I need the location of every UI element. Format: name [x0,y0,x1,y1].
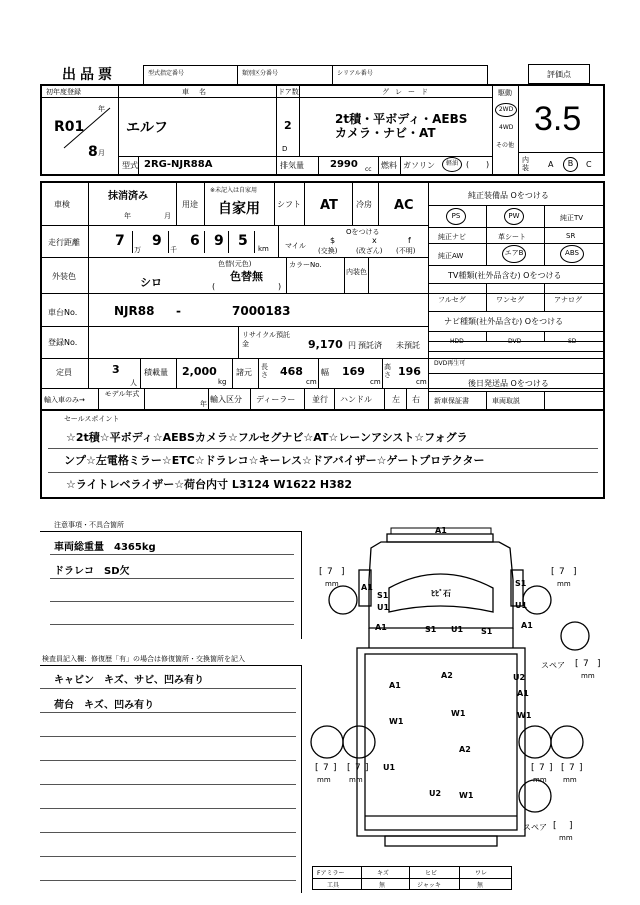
capacity-label: 定員 [56,368,72,377]
model-label: 型式 [122,161,138,170]
cargo-inner [365,654,517,830]
code-a1-b: A1 [361,583,373,592]
code-u1-d: U1 [383,763,396,772]
spare-bottom-close: ] [569,821,573,831]
legend-h1: Fアミラー [317,870,345,877]
wheel-rear-right-outer [551,726,583,758]
notes-section [40,520,302,640]
capacity-value: 3 [112,363,120,376]
model-value: 2RG-NJR88A [144,159,213,170]
recycle-unit: 円 [348,341,356,350]
dims-label: 諸元 [236,368,252,377]
grade-label: グレード [382,88,434,96]
code-u2-a: U2 [513,673,526,682]
after-manual: 車両取説 [492,397,520,405]
code-a1-top: A1 [435,526,447,535]
rear-bumper [385,836,497,846]
width-label: 幅 [321,368,329,377]
code-a2-a: A2 [441,671,453,680]
inspector-line1: キャビン キズ、サビ、凹み有り [54,675,204,686]
chassis-dash: - [176,304,181,318]
color-value: シロ [140,276,162,289]
drive-other: その他 [496,142,515,149]
first-reg-slash [62,106,112,150]
legend-v3: ジャッキ [417,882,441,889]
wheel-spare-top [561,622,589,650]
height-label: 高さ [384,363,391,379]
inspection-year: 年 [124,212,131,220]
form-title: 出品票 [62,67,116,83]
inspector-section [40,654,302,894]
sales-label: セールスポイント [64,415,120,423]
circle-note: Oをつける [346,228,380,236]
mileage-f: f [408,236,411,245]
handle-left: 左 [392,395,400,404]
sales-line1: ☆2t積☆平ボディ☆AEBSカメラ☆フルセグナビ☆AT☆レーンアシスト☆フォグラ [66,431,468,444]
sales-point-box [40,411,605,499]
equip-tv: 純正TV [560,214,584,222]
recycle-unpaid: 未預託 [396,341,420,350]
score-header [528,64,590,84]
equip-abs: ABS [560,245,584,263]
reg-label: 登録No. [48,338,78,347]
interior-color-label: 内装色 [346,268,367,276]
shift-value: AT [320,198,338,213]
tv-analog: アナログ [554,296,582,304]
dvd-playback: DVD再生可 [434,360,466,367]
inspection-month: 月 [164,212,171,220]
spare-top-close: ] [597,659,601,669]
color-swap-value: 色替無 [230,270,263,283]
wheel-rear-right-inner [519,726,551,758]
recycle-value: 9,170 [308,338,343,351]
type-cert-label: 型式指定番号 [148,70,185,77]
length-value: 468 [280,365,303,378]
code-w1-d: W1 [459,791,474,800]
equipment-panel [428,183,603,409]
equip-leather: 革シート [498,233,526,241]
tire-rli-mm: mm [349,776,363,784]
mileage-digit-2: 9 [152,233,162,249]
tire-rl-value: 7 [323,763,329,773]
interior-grade-b: B [563,157,578,172]
mileage-x: x [372,236,377,245]
chassis-number: 7000183 [232,304,291,318]
mileage-swap: (交換) [318,247,338,255]
import-label: 輸入車のみ→ [44,396,85,404]
height-cm: cm [416,378,427,386]
vehicle-basic-box [40,84,605,176]
first-reg-month: 8 [88,144,98,160]
spare-top-value: 7 [583,659,589,669]
usage-label: 用途 [182,200,198,209]
code-a1-f: A1 [517,689,529,698]
width-cm: cm [370,378,381,386]
grade-line1: 2t積・平ボディ・AEBS [335,112,468,126]
wheel-spare-bottom [519,780,551,812]
tire-fl-close: ] [341,567,345,577]
spare-top-open: [ [575,659,579,669]
navi-dvd: DVD [508,338,522,345]
navi-sd: SD [568,338,577,345]
tire-rri-close: ] [549,763,553,773]
mileage-altered: (改ざん) [356,247,383,255]
legend-table [312,866,512,890]
mileage-digits [102,229,272,255]
equip-navi: 純正ナビ [438,233,466,241]
tire-rl-close: ] [333,763,337,773]
tire-rri-mm: mm [533,776,547,784]
capacity-unit: 人 [130,379,137,387]
equipment-title: 純正装備品 Oをつける [468,191,549,200]
navi-hdd: HDD [450,338,464,345]
fuel-diesel: 軽油 [442,157,462,172]
tire-rri-value: 7 [539,763,545,773]
header-fields [143,65,488,85]
mileage-unknown: (不明) [396,247,416,255]
doors-suffix: D [282,145,288,153]
spare-bottom-open: [ [553,821,557,831]
handle-right: 右 [412,395,420,404]
equip-ps: PS [446,208,466,225]
inspection-label: 車検 [54,200,70,209]
code-s1-b: S1 [515,579,527,588]
code-a2-b: A2 [459,745,471,754]
sales-line3: ☆ライトレベライザー☆荷台内寸 L3124 W1622 H382 [66,478,353,491]
tire-fr-value: 7 [559,567,565,577]
import-dealer: ディーラー [256,395,296,404]
length-cm: cm [306,378,317,386]
fuel-label: 燃料 [381,161,397,170]
recycle-label: リサイクル預託金 [242,331,291,348]
after-warranty: 新車保証書 [434,397,469,405]
serial-label: シリアル番号 [337,70,373,77]
color-no-label: カラーNo. [289,261,322,269]
fuel-paren-close: ) [486,160,490,169]
legend-h2: キズ [377,870,389,877]
legend-v2: 無 [379,882,386,889]
import-parallel: 並行 [312,395,328,404]
code-a1-c: A1 [375,623,387,632]
legend-v1: 工具 [327,882,340,889]
equip-airbag: エアB [502,245,526,263]
year-small: 年 [98,105,105,113]
fuel-gas: ガソリン [403,161,435,170]
fuel-paren-open: ( [466,160,470,169]
first-reg-label: 初年度登録 [46,88,81,96]
aircon-label: 冷房 [356,200,372,209]
tire-fl-mm: mm [325,580,339,588]
tire-rr-value: 7 [569,763,575,773]
width-value: 169 [342,365,365,378]
vehicle-detail-box [40,181,605,411]
wheel-front-right [523,586,551,614]
code-a1-d: A1 [521,621,533,630]
tire-rli-value: 7 [355,763,361,773]
tire-rr-close: ] [579,763,583,773]
notes-line1: 車両総重量 4365kg [54,542,156,553]
mileage-digit-3: 6 [190,233,200,249]
wheel-front-left [329,586,357,614]
interior-grade-c: C [586,160,592,169]
tire-rl-mm: mm [317,776,331,784]
load-label: 積載量 [144,368,168,377]
cab-outline [369,542,513,628]
height-value: 196 [398,365,421,378]
vehicle-diagram [305,520,615,865]
equip-sr: SR [566,232,576,240]
interior-label: 内装 [522,156,529,172]
score-value: 3.5 [534,100,582,138]
inspection-value: 抹消済み [108,191,148,202]
code-u1-c: U1 [451,625,464,634]
code-w1-c: W1 [517,711,532,720]
color-paren-close: ) [278,282,282,291]
grade-line2: カメラ・ナビ・AT [335,126,436,140]
tire-fr-open: [ [551,567,555,577]
tire-rl-open: [ [315,763,319,773]
mileage-label: 走行距離 [48,238,80,247]
color-paren-open: ( [212,282,216,291]
notes-line2: ドラレコ SD欠 [54,566,130,577]
recycle-paid: 預託済 [358,341,382,350]
mileage-digit-1: 7 [115,233,125,249]
doors-label: ドア数 [278,88,299,96]
mileage-km: km [258,245,269,253]
mileage-man: 万 [134,246,141,254]
color-number-label: 色替(元色) [218,260,252,268]
wheel-rear-left-inner [343,726,375,758]
after-title: 後日発送品 Oをつける [468,379,549,388]
shift-label: シフト [277,200,301,209]
import-year: 年 [200,400,207,408]
mileage-digit-5: 5 [238,233,248,249]
tire-rr-mm: mm [563,776,577,784]
tire-fr-close: ] [573,567,577,577]
usage-value: 自家用 [218,201,260,217]
spare-top-mm: mm [581,672,595,680]
load-unit: kg [218,378,227,386]
legend-v4: 無 [477,882,484,889]
code-s1-c: S1 [425,625,437,634]
car-name: エルフ [126,120,168,136]
tv-oneseg: ワンセグ [496,296,524,304]
tire-fl-open: [ [319,567,323,577]
tire-rr-open: [ [561,763,565,773]
inspector-line2: 荷台 キズ、凹み有り [54,700,155,711]
mileage-dollar: $ [330,236,336,245]
code-u2-b: U2 [429,789,442,798]
doors-value: 2 [284,119,292,132]
drive-label: 駆動 [498,89,512,97]
notes-label: 注意事項・不具合箇所 [54,521,124,529]
displacement-label: 排気量 [280,161,304,170]
code-u1-b: U1 [515,601,528,610]
model-year-label: モデル年式 [104,390,140,398]
equip-aw: 純正AW [438,252,464,260]
tv-title: TV種類(社外品含む) Oをつける [448,271,562,280]
month-small: 月 [98,149,105,157]
code-s1-d: S1 [481,627,493,636]
tire-fr-mm: mm [557,580,571,588]
handle-label: ハンドル [340,395,372,404]
length-label: 長さ [261,363,268,379]
code-u1-a: U1 [377,603,390,612]
load-value: 2,000 [182,365,217,378]
tire-rli-open: [ [347,763,351,773]
equip-pw: PW [504,208,524,225]
navi-title: ナビ種類(社外品含む) Oをつける [444,317,564,326]
color-label: 外装色 [52,272,76,281]
tire-rri-open: [ [531,763,535,773]
chassis-prefix: NJR88 [114,304,155,318]
mileage-digit-4: 9 [214,233,224,249]
first-reg-year: R01 [54,119,85,135]
mile-label: マイル [285,242,306,250]
mileage-sen: 千 [170,246,177,254]
tv-fullseg: フルセグ [438,296,466,304]
legend-h3: ヒビ [425,870,438,877]
code-s1-a: S1 [377,591,389,600]
displacement-unit: cc [365,166,372,173]
name-label: 車名 [182,88,216,96]
usage-note: ※未記入は自家用 [210,187,258,194]
drive-4wd: 4WD [499,124,514,131]
tire-fl-value: 7 [327,567,333,577]
code-w1-b: W1 [451,709,466,718]
displacement-value: 2990 [330,159,358,170]
spare-bottom-mm: mm [559,834,573,842]
aircon-value: AC [394,198,414,213]
code-hi-ishi: ﾋﾋﾞ石 [431,589,451,598]
interior-grade-a: A [548,160,554,169]
code-a1-e: A1 [389,681,401,690]
inspector-label: 検査員記入欄：修復歴「有」の場合は修復箇所・交換箇所を記入 [42,655,245,663]
class-label: 類別区分番号 [242,70,279,77]
drive-2wd: 2WD [495,103,517,117]
code-w1-a: W1 [389,717,404,726]
tire-rli-close: ] [365,763,369,773]
score-label: 評価点 [547,70,571,79]
cab-roof [387,534,493,542]
chassis-label: 車台No. [48,308,78,317]
wheel-rear-left-outer [311,726,343,758]
legend-h4: ワレ [475,870,488,877]
sales-line2: ンプ☆左電格ミラー☆ETC☆ドラレコ☆キーレス☆ドアバイザー☆ゲートプロテクター [64,454,485,467]
spare-bottom-label: スペア [523,823,547,832]
spare-top-label: スペア [541,661,565,670]
import-class-label: 輸入区分 [210,395,242,404]
